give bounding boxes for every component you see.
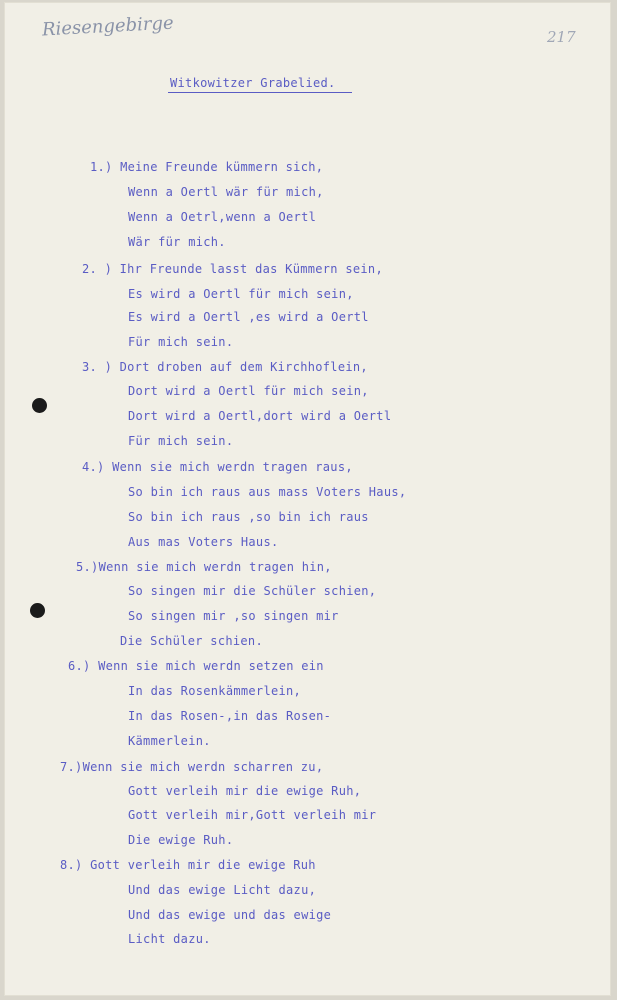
punch-hole bbox=[30, 603, 45, 618]
verse-line: 6.) Wenn sie mich werdn setzen ein bbox=[68, 659, 324, 673]
verse-line: 8.) Gott verleih mir die ewige Ruh bbox=[60, 858, 316, 872]
verse-line: Die Schüler schien. bbox=[120, 634, 263, 648]
verse-line: Die ewige Ruh. bbox=[128, 833, 234, 847]
verse-line: So bin ich raus aus mass Voters Haus, bbox=[128, 485, 407, 499]
verse-line: Dort wird a Oertl,dort wird a Oertl bbox=[128, 409, 392, 423]
verse-line: In das Rosen-,in das Rosen- bbox=[128, 709, 332, 723]
verse-line: Wenn a Oetrl,wenn a Oertl bbox=[128, 210, 317, 224]
verse-line: Dort wird a Oertl für mich sein, bbox=[128, 384, 369, 398]
punch-hole bbox=[32, 398, 47, 413]
title-underline bbox=[168, 92, 352, 93]
verse-line: Für mich sein. bbox=[128, 335, 234, 349]
verse-line: Für mich sein. bbox=[128, 434, 234, 448]
verse-line: 3. ) Dort droben auf dem Kirchhoflein, bbox=[82, 360, 368, 374]
verse-line: Gott verleih mir die ewige Ruh, bbox=[128, 784, 362, 798]
verse-line: Gott verleih mir,Gott verleih mir bbox=[128, 808, 377, 822]
verse-line: Wär für mich. bbox=[128, 235, 226, 249]
verse-line: Licht dazu. bbox=[128, 932, 211, 946]
verse-line: Und das ewige und das ewige bbox=[128, 908, 332, 922]
handwritten-page-number: 217 bbox=[547, 28, 576, 46]
verse-line: 2. ) Ihr Freunde lasst das Kümmern sein, bbox=[82, 262, 383, 276]
verse-line: Aus mas Voters Haus. bbox=[128, 535, 279, 549]
verse-line: Und das ewige Licht dazu, bbox=[128, 883, 317, 897]
verse-line: 4.) Wenn sie mich werdn tragen raus, bbox=[82, 460, 353, 474]
verse-line: Es wird a Oertl für mich sein, bbox=[128, 287, 354, 301]
verse-line: So bin ich raus ,so bin ich raus bbox=[128, 510, 369, 524]
verse-line: So singen mir die Schüler schien, bbox=[128, 584, 377, 598]
verse-line: Kämmerlein. bbox=[128, 734, 211, 748]
verse-line: So singen mir ,so singen mir bbox=[128, 609, 339, 623]
verse-line: 5.)Wenn sie mich werdn tragen hin, bbox=[76, 560, 332, 574]
verse-line: Es wird a Oertl ,es wird a Oertl bbox=[128, 310, 369, 324]
verse-line: 1.) Meine Freunde kümmern sich, bbox=[90, 160, 324, 174]
handwritten-place-note: Riesengebirge bbox=[41, 12, 175, 41]
document-title: Witkowitzer Grabelied. bbox=[170, 76, 336, 90]
verse-line: 7.)Wenn sie mich werdn scharren zu, bbox=[60, 760, 324, 774]
verse-line: Wenn a Oertl wär für mich, bbox=[128, 185, 324, 199]
document-page bbox=[4, 2, 611, 996]
verse-line: In das Rosenkämmerlein, bbox=[128, 684, 302, 698]
